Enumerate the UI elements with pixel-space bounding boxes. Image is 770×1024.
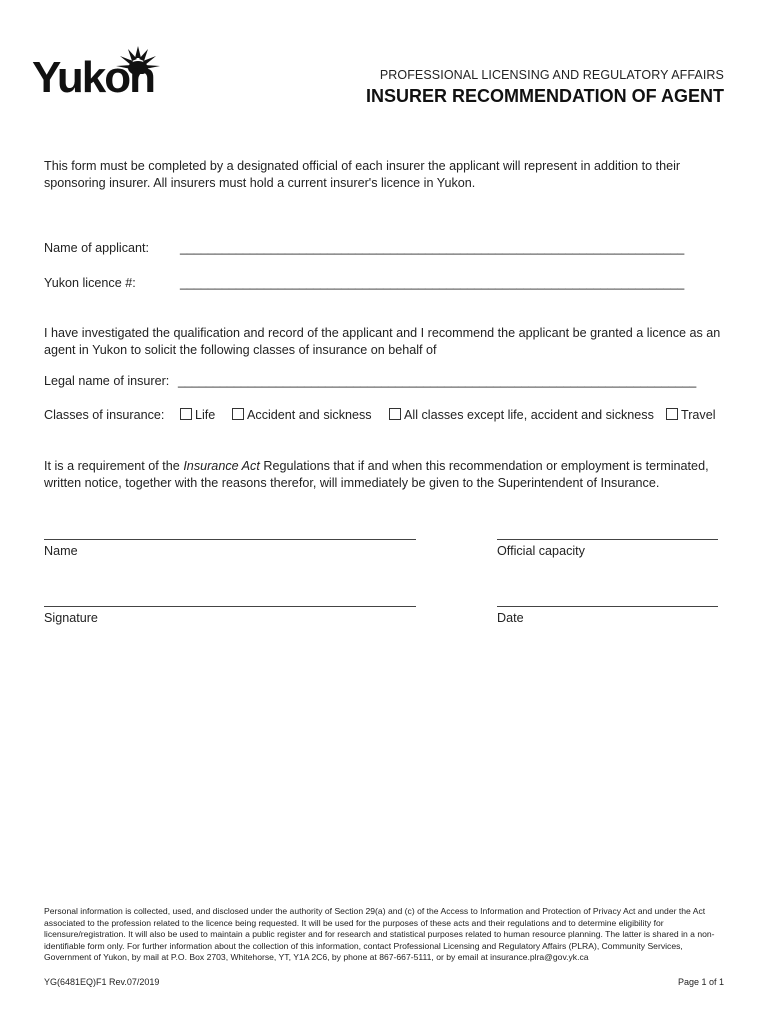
- date-caption: Date: [497, 611, 524, 625]
- requirement-after: Regulations that if and when this recommendation or employment is terminated, written notice, together with the reasons therefor, will immediately be given to the Superintendent of Insurance.: [44, 459, 709, 490]
- licence-number-field[interactable]: ________________________________________________________________________: [180, 276, 685, 290]
- all-except-checkbox[interactable]: [389, 408, 401, 420]
- class-option-all-except[interactable]: [389, 408, 654, 422]
- signature-caption: Signature: [44, 611, 98, 625]
- life-checkbox[interactable]: [180, 408, 192, 420]
- requirement-paragraph: [44, 458, 734, 492]
- recommendation-paragraph: I have investigated the qualification and record of the applicant and I recommend the applicant be granted a licence as an agent in Yukon to solicit the following classes of insurance on behalf of: [44, 326, 721, 357]
- travel-checkbox[interactable]: [666, 408, 678, 420]
- licence-number-label: Yukon licence #:: [44, 276, 136, 290]
- official-capacity-line[interactable]: [497, 539, 718, 540]
- privacy-notice: Personal information is collected, used, and disclosed under the authority of Section 29(a) and (c) of the Access to Information and Protection of Privacy Act and under the Act associated to the profession related to the licence being requested. It will be used for the purposes of these acts and their regulations and to determine eligibility for licensure/registration. It will also be used to maintain a public register and for research and statistical purposes related to human resource planning. The latter is shared in a non-identifiable form only. For further information about the collection of this information, contact Professional Licensing and Regulatory Affairs (PLRA), Community Services, Government of Yukon, by mail at P.O. Box 2703, Whitehorse, YT, Y1A 2C6, by phone at 867-667-5111, or by email at insurance.plra@gov.yk.ca: [44, 906, 715, 962]
- life-label: Life: [195, 408, 216, 422]
- form-title: INSURER RECOMMENDATION OF AGENT: [366, 86, 724, 106]
- class-option-accident[interactable]: [232, 408, 372, 422]
- all-except-label: All classes except life, accident and sickness: [404, 408, 654, 422]
- date-line[interactable]: [497, 606, 718, 607]
- classes-label: Classes of insurance:: [44, 408, 165, 422]
- insurer-name-label: Legal name of insurer:: [44, 374, 170, 388]
- applicant-name-label: Name of applicant:: [44, 241, 150, 255]
- class-option-life[interactable]: [180, 408, 215, 422]
- signature-line[interactable]: [44, 606, 416, 607]
- name-signature-line[interactable]: [44, 539, 416, 540]
- applicant-name-field[interactable]: ________________________________________________________________________: [180, 241, 685, 255]
- insurance-act-name: Insurance Act: [183, 459, 260, 473]
- logo-wordmark: Yukon: [32, 53, 155, 102]
- name-caption: Name: [44, 544, 78, 558]
- intro-paragraph: This form must be completed by a designated official of each insurer the applicant will represent in addition to their sponsoring insurer. All insurers must hold a current insurer's licence in Yukon.: [44, 159, 681, 190]
- page-number: Page 1 of 1: [677, 977, 724, 987]
- travel-label: Travel: [681, 408, 716, 422]
- yukon-logo: [32, 44, 172, 104]
- accident-checkbox[interactable]: [232, 408, 244, 420]
- class-option-travel[interactable]: [666, 408, 716, 422]
- form-id: YG(6481EQ)F1 Rev.07/2019: [44, 977, 160, 987]
- requirement-before: It is a requirement of the: [44, 459, 184, 473]
- department-name: PROFESSIONAL LICENSING AND REGULATORY AFFAIRS: [379, 68, 724, 82]
- official-capacity-caption: Official capacity: [497, 544, 585, 558]
- accident-label: Accident and sickness: [247, 408, 372, 422]
- insurer-name-field[interactable]: __________________________________________________________________________: [178, 374, 697, 388]
